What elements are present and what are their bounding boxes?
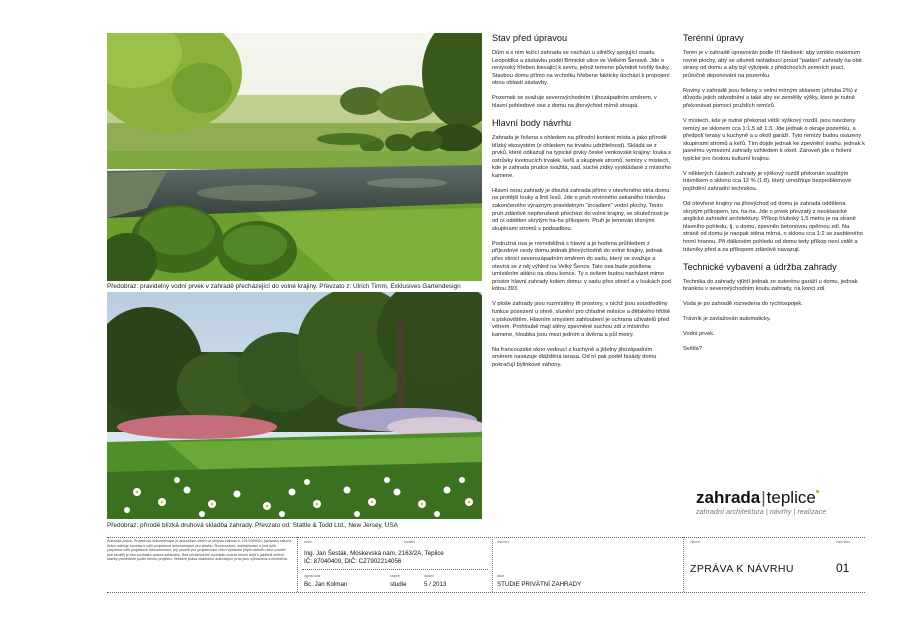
drawing-title: ZPRÁVA K NÁVRHU (690, 563, 794, 575)
report-column-middle (492, 33, 672, 377)
sheet-number: 01 (836, 561, 850, 575)
paragraph: Hlavní osou zahrady je dlouhá zahrada přímo v otevřeného stria domu na protější louky a lintí lesů. Jde o pruh rovinného sekaného trávníku zakončeného výrazným pravidelným "zrcadlem" vodní plochy. Tento pruh zdánlivě nepřerušeně přechází do volné krajiny, ve skutečnosti je od ní oddělen skrytým ha-ha příkopem. Pruh je lemován těsnými skupinami stromů s podsadbou. (492, 187, 670, 232)
logo-dot-icon (816, 490, 819, 493)
label-drawing: výkres (690, 540, 700, 544)
paragraph: Od otevřené krajiny na jihovýchod od domu je zahrada oddělena skrytým příkopem, tzv. ha-ha. Jde o prvek převzatý z neoklasické anglické zahradní architektury. Příkop hluboký 1,5 metru je na straně hlavního pohledu, tj. u domu, zpevněn betonovou opěrnou zdí. Na straně od domu je naopak stěna mírná, o sklonu cca 1:2 se zasbleného horní hranou. Při dálkovém pohledu od domu tedy příkop není vidět a trávníky před a za příkopem zdánlivě navazují. (683, 201, 863, 253)
heading-terenni-upravy: Terénní úpravy (683, 33, 744, 43)
copyright-notice: Autorská práva: Projektová dokumentace je autorským dílem ve smyslu zákona č. 121/2000Sb. (autorský zákon). Autor uděluje souhlas k užití projektové dokumentace pro stavbu. Rozmnožení, zveřejňování a jiná užití (zejména užití projektové dokumentace, její použití pro projektování nebo výstavbu jiných staveb nebo použití jiné osobě) je bez souhlasu autora zakázáno. Bez předchozího souhlasu autora nesmí dojít k jakékoli změně stavby provedené podle tohoto projektu. Veškeré práva vlastnictví autorských práv jsou vyhrazena a chráněna. (107, 539, 292, 561)
title-block-top-line (107, 537, 865, 538)
photo2-caption: Předobraz: přírodě blízká druhová skladba zahrady. Převzato od: Stattle & Todd Ltd., New Jersey, USA (107, 522, 398, 529)
paragraph: V některých částech zahrady je výškový rozdíl překonán svažitým trávníkem o sklonu cca 12 % (1:8), který umožňuje bezproblémové pojíždění zahradní technikou. (683, 170, 852, 193)
label-project: akce (497, 574, 505, 578)
paragraph: Terén je v zahradě upravován podle tří hledisek: aby vzniklo maximum rovné plochy, aby se utlumili nežádoucí proud "padání" zahrady na obě strany od domu a aby byl výkopek z předchozích zemních prací, průtočně deponování na pozemku. (683, 50, 862, 79)
logo-light: teplice (766, 488, 816, 507)
paragraph: Světla? (683, 346, 702, 353)
logo-bold: zahrada (696, 488, 761, 507)
project-name: STUDIE PRIVÁTNÍ ZAHRADY (497, 581, 582, 588)
paragraph: Voda je po zahradě rozvedena do rychlospojek. (683, 301, 803, 308)
title-block-divider (683, 537, 684, 592)
logo-separator: | (761, 488, 766, 507)
project-stage: studie (390, 581, 407, 588)
author-address: Ing. Jan Šesták, Moskevská nám. 2163/2A, Teplice (304, 550, 444, 557)
label-contact: kontakt (404, 540, 415, 544)
report-column-right (683, 33, 865, 361)
heading-technicke-vybaveni: Technické vybavení a údržba zahrady (683, 261, 837, 272)
paragraph: Podružná osa je rovnoběžná s hlavní a je tvořena průhledem z příjezdové cesty domu jednak jihovýchodně do volné krajiny, jednak přes stinicí severozápadním směrem do sadu, který se svažuje a otevírá se z něj výhled na Velký Šenov. Tato osa bude posílena umístěním altánu na obou konce. Ty s ovšem budou nacházet mimo prostor hlavní zahrady kolem domu: v sadu přes stinicí a v loukách pod kótou 393. (492, 240, 671, 293)
paragraph: Dům a s ním ležící zahrada se nachází u silničky spojující osadu Leopoldka a zástavbu podél Brtnické ulice ve Velkém Šenově. Jde o nevysoký hřeben kiesajicí k sevru, jehož temeno původně tvořily louky. Stavbou domu přímo na vrcholku hřebene fakticky dochází k propojení obou oblastí zástavby. (492, 50, 670, 87)
paragraph: Na francouzské okno vedoucí z kuchyně a jídelny jihozápadním směrem navazuje dlážděná terasa. Od ní pak podél fasády domu pokračují bylinkové záhony. (492, 346, 657, 368)
paragraph: Technika do zahrady vjíždí jednak ze suterénu garáží u domu, jednak brankou v severovýchodním koutu zahrady, na konci zdi. (683, 278, 858, 293)
title-block-divider (492, 537, 493, 592)
company-ids: IČ: 87040409, DIČ: CZ7902214056 (304, 558, 402, 565)
title-block-divider (297, 537, 298, 592)
label-investor: investor (497, 540, 509, 544)
logo-tagline: zahradní architektura | návrhy | realizace (696, 509, 827, 516)
label-sheet-number: číslo listu (836, 540, 850, 544)
label-stage: stupeň (390, 574, 401, 578)
label-designer: vypracoval (304, 574, 321, 578)
title-block-bottom-line (107, 592, 865, 593)
designer-name: Bc. Jan Kolman (304, 581, 348, 588)
label-author: autor (304, 540, 312, 544)
paragraph: Pozemek se svažuje severovýchodním i jihozápadním směrem, v hlavní pohledové ose z domu na jihovýchod mírně stoupá. (492, 95, 657, 109)
paragraph: Trávník je zavlažován automaticky. (683, 316, 771, 323)
label-date: datum (424, 574, 434, 578)
project-date: 5 / 2013 (424, 581, 447, 588)
paragraph: Vodní prvek. (683, 331, 715, 338)
meadow-garden-photo (107, 292, 482, 519)
paragraph: Roviny v zahradě jsou řešeny s velmi mírným sklonem (zhruba 2%) z důvodu jejich odvodnění a také aby se zemělily výšky, které je nutné překonávat pomocí pruždích remízů. (683, 87, 858, 109)
heading-hlavni-body-navrhu: Hlavní body návrhu (492, 117, 572, 128)
paragraph: V ploše zahrady jsou rozmístěny tři prostory, v nichž jsou soustředěny funkce posezení u ohně, slunění pro chladné měsíce a dětského hřiště s pískovištěm. Hlavním smyslem zahloubení je ochrana uživatelů před větrem. Prohloubě mají stěny zpevněné suchou zdí z místního kamene, hloubka jsou mezi jedním a dvěma a půl metry. (492, 301, 671, 338)
photo1-caption: Předobraz: pravidelný vodní prvek v zahradě přecházející do volné krajiny. Převzato z: Ulrich Timm, Exklusives Gartendesign (107, 283, 461, 290)
water-garden-photo (107, 33, 482, 281)
paragraph: Zahrada je řešena s ohledem na přírodní kontext místa a jako přírodě blízký ekosystém (s ohledem na trvalou udržitelnost). Skládá se z prvků, které odkazují na typické prvky české venkovské krajiny: louka s ostrůvky kvetoucích trvalek, keřů a skupinek stromů, remízy v místech, kde je zahrada prudce svažitá, sad, suché zídky vyskládané z místního kamene. (492, 134, 671, 179)
company-logo (696, 488, 876, 516)
heading-stav-pred-upravou: Stav před úpravou (492, 33, 568, 43)
title-block-mid-line (302, 569, 488, 570)
paragraph: V místech, kde je nutné překonat větší výškový rozdíl, jsou navrženy remízy se sklonem cca 1:1,5 až 1:3. Jde jednak o okraje pozemku, a předpolí terasy u kuchyně a u okolí garáží. Tyto remízy budou osázeny skupinami stromů a keřů. Tím dojde jednak ke zpevnění svahu, jednak k jasnému vymezení zahrady vzhledem k okolí. Zároveň jde o řešení typické pro českou kulturní krajinu. (683, 117, 865, 162)
